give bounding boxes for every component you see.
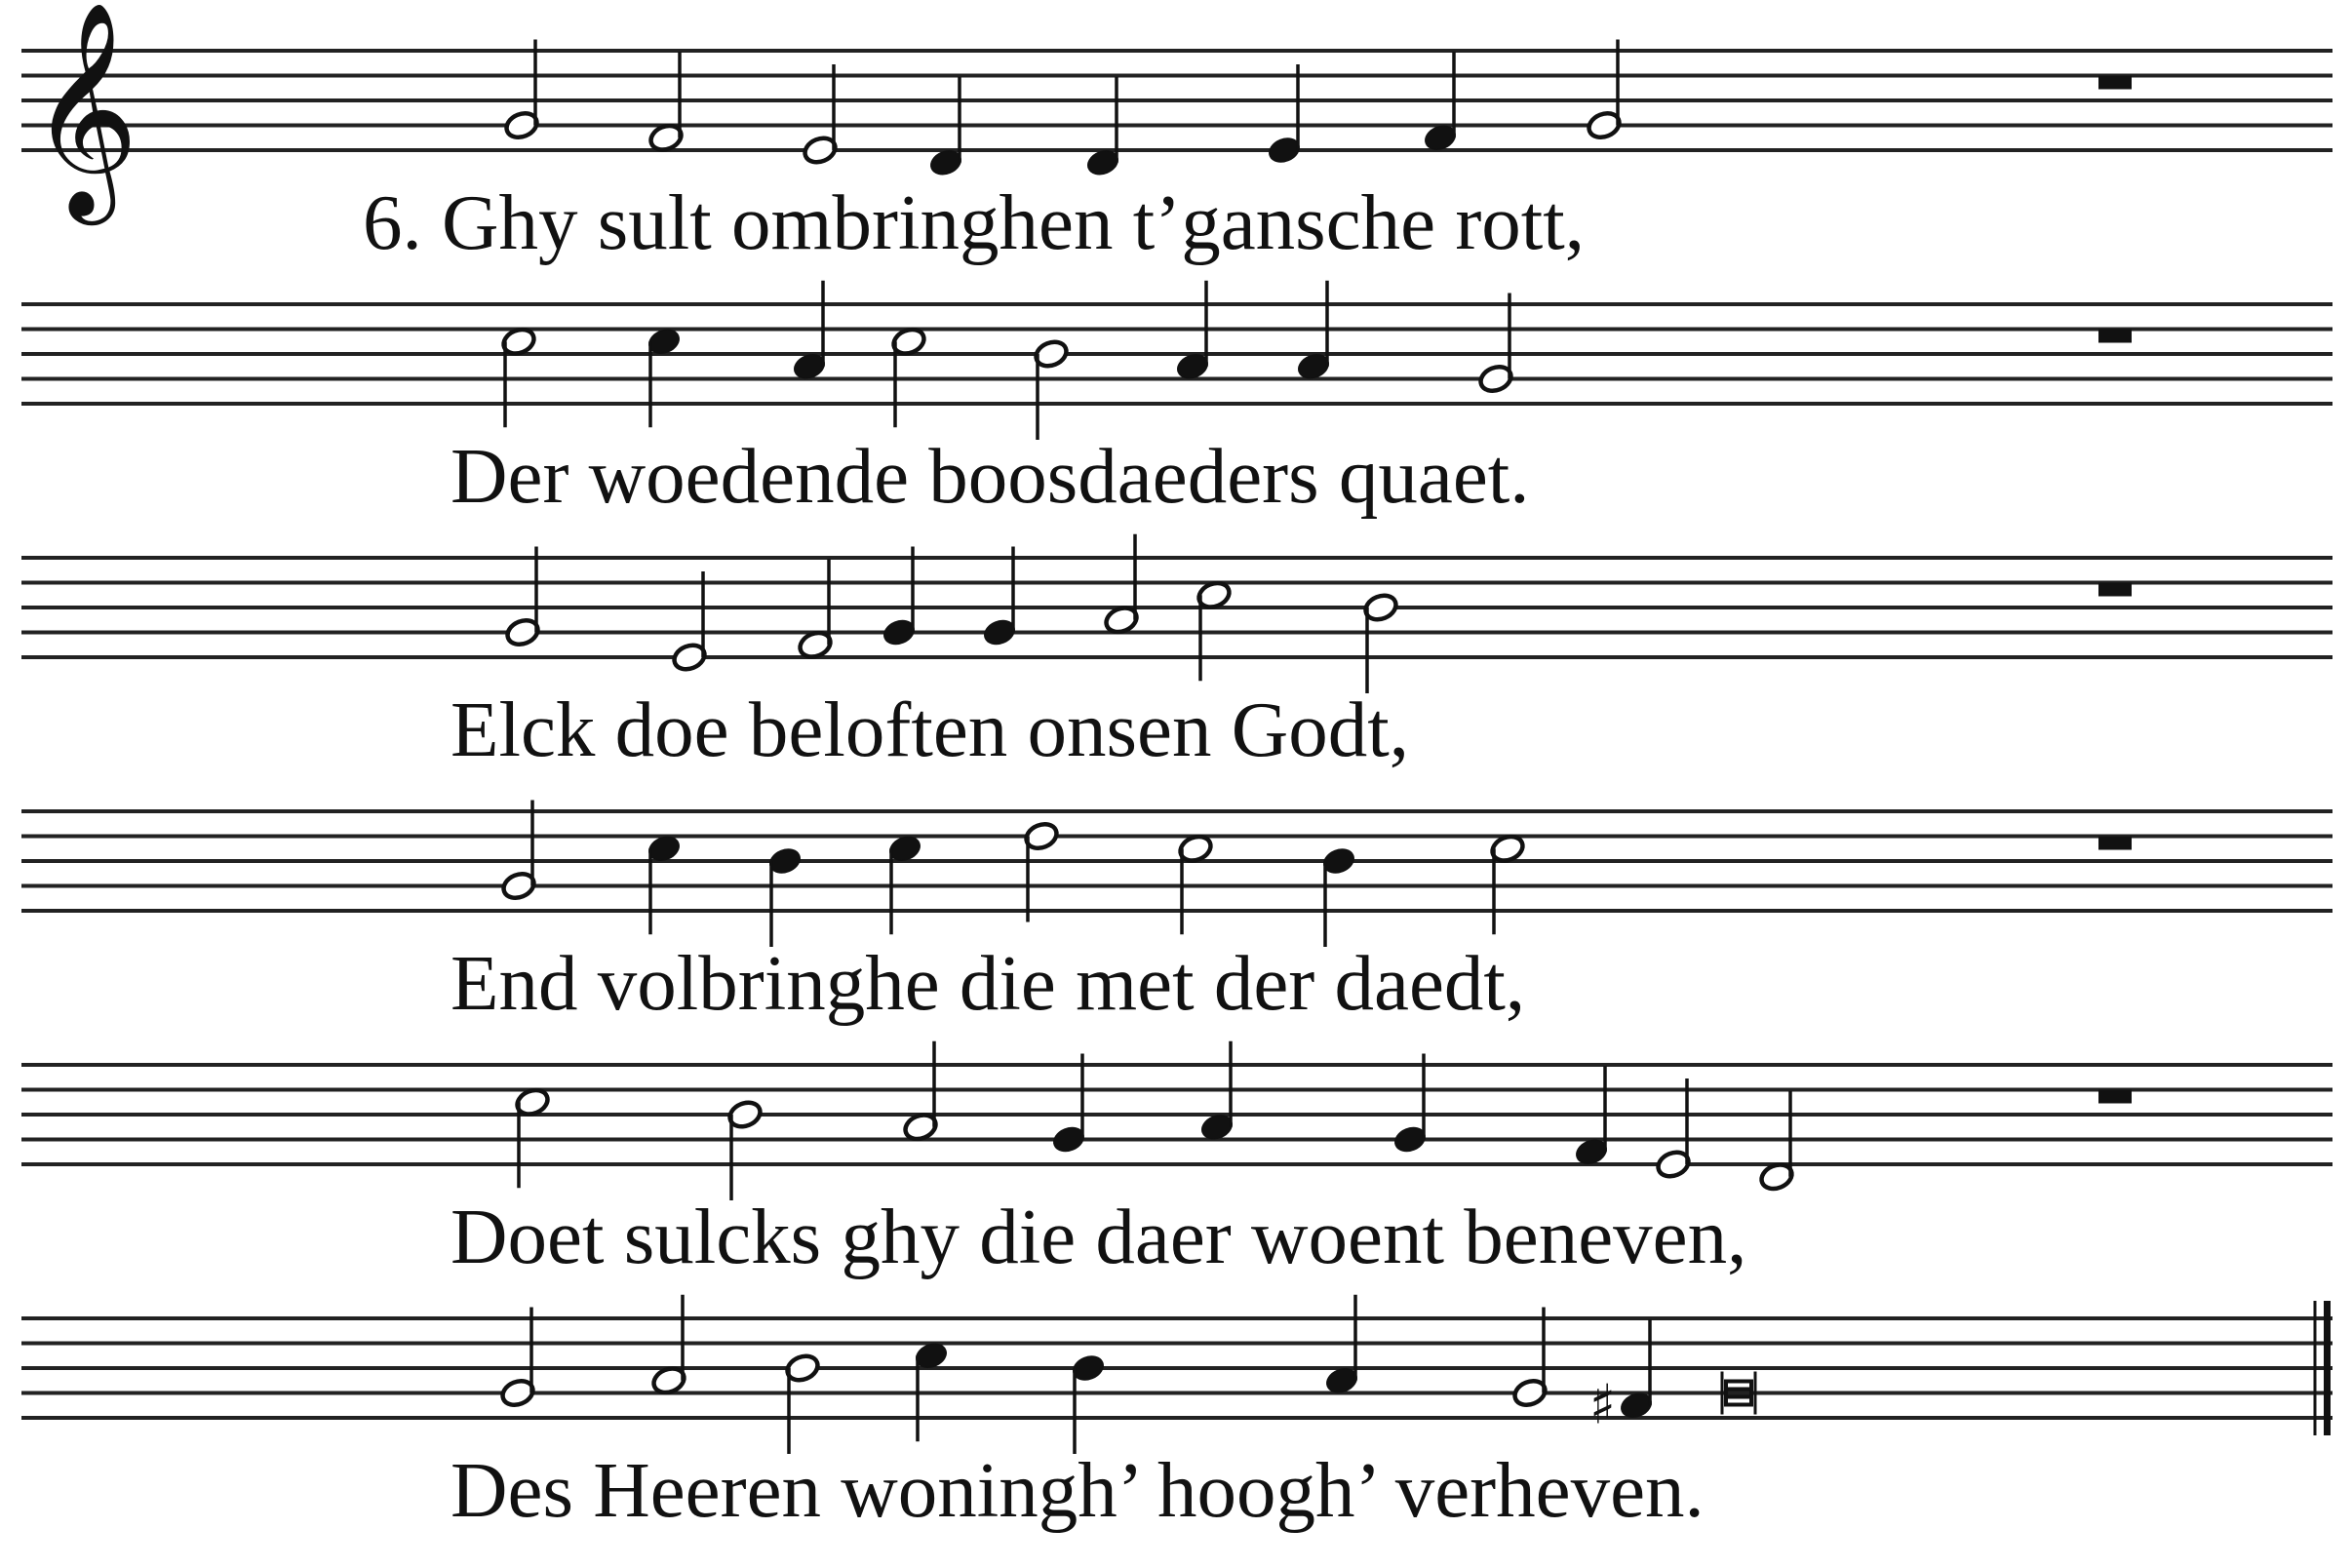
staff-system	[21, 534, 2332, 773]
half-rest-icon	[2098, 583, 2132, 597]
note	[1392, 1054, 1429, 1156]
note	[646, 833, 683, 935]
note	[881, 547, 918, 649]
note	[1477, 294, 1514, 396]
lyric-line: Des Heeren woningh’ hoogh’ verheven.	[451, 1446, 1705, 1534]
note	[1586, 40, 1623, 142]
note	[1103, 534, 1140, 637]
note	[1758, 1091, 1795, 1194]
note	[890, 326, 927, 428]
note	[1196, 579, 1233, 682]
note	[1573, 1066, 1610, 1168]
note	[514, 1086, 551, 1189]
staff-system	[21, 0, 2332, 266]
note	[646, 326, 683, 428]
note	[1174, 281, 1211, 383]
note	[1033, 337, 1070, 440]
note	[927, 77, 964, 179]
staff-system	[21, 1041, 2332, 1280]
half-rest-icon	[2098, 1090, 2132, 1104]
half-rest-icon	[2098, 330, 2132, 343]
note	[886, 833, 923, 935]
note	[981, 547, 1018, 649]
staff-system	[21, 801, 2332, 1028]
note	[671, 571, 708, 674]
note	[1655, 1078, 1692, 1181]
half-rest-icon	[2098, 76, 2132, 90]
note	[499, 1308, 536, 1410]
note	[504, 547, 541, 649]
note	[802, 64, 839, 167]
note	[1084, 77, 1121, 179]
note	[726, 1098, 764, 1200]
note	[902, 1041, 939, 1144]
lyric-line: Doet sulcks ghy die daer woent beneven,	[451, 1193, 1747, 1280]
note	[1070, 1352, 1107, 1454]
half-rest-icon	[2098, 837, 2132, 850]
lyric-line: Elck doe beloften onsen Godt,	[451, 686, 1409, 773]
note	[503, 40, 540, 142]
staff-system	[21, 281, 2332, 520]
staff-system	[21, 1295, 2332, 1534]
sharp-icon: ♯	[1589, 1373, 1617, 1437]
note	[784, 1352, 821, 1454]
note	[1489, 833, 1526, 935]
note	[913, 1340, 950, 1442]
note	[500, 326, 537, 428]
lyric-line: End volbringhe die met der daedt,	[451, 939, 1526, 1027]
lyric-text: Ghy sult ombringhen t’gansche rott,	[442, 178, 1586, 266]
note	[650, 1295, 687, 1397]
lyric-line	[363, 178, 1585, 266]
note	[647, 52, 685, 154]
note	[797, 559, 834, 661]
note	[1295, 281, 1332, 383]
lyric-line: Der woedende boosdaeders quaet.	[451, 432, 1530, 520]
note	[1177, 833, 1214, 935]
note	[1266, 64, 1303, 167]
note	[1511, 1308, 1548, 1410]
note	[1320, 844, 1357, 947]
note	[791, 281, 828, 383]
note	[1023, 820, 1060, 922]
stanza-number: 6.	[363, 178, 442, 266]
note	[1050, 1054, 1087, 1156]
note	[1323, 1295, 1360, 1397]
final-barline-thick	[2324, 1301, 2331, 1435]
note	[1362, 591, 1399, 693]
note	[500, 801, 537, 903]
note	[1422, 52, 1459, 154]
note	[766, 844, 804, 947]
note	[1198, 1041, 1235, 1144]
treble-clef-icon: 𝄞	[29, 0, 139, 216]
